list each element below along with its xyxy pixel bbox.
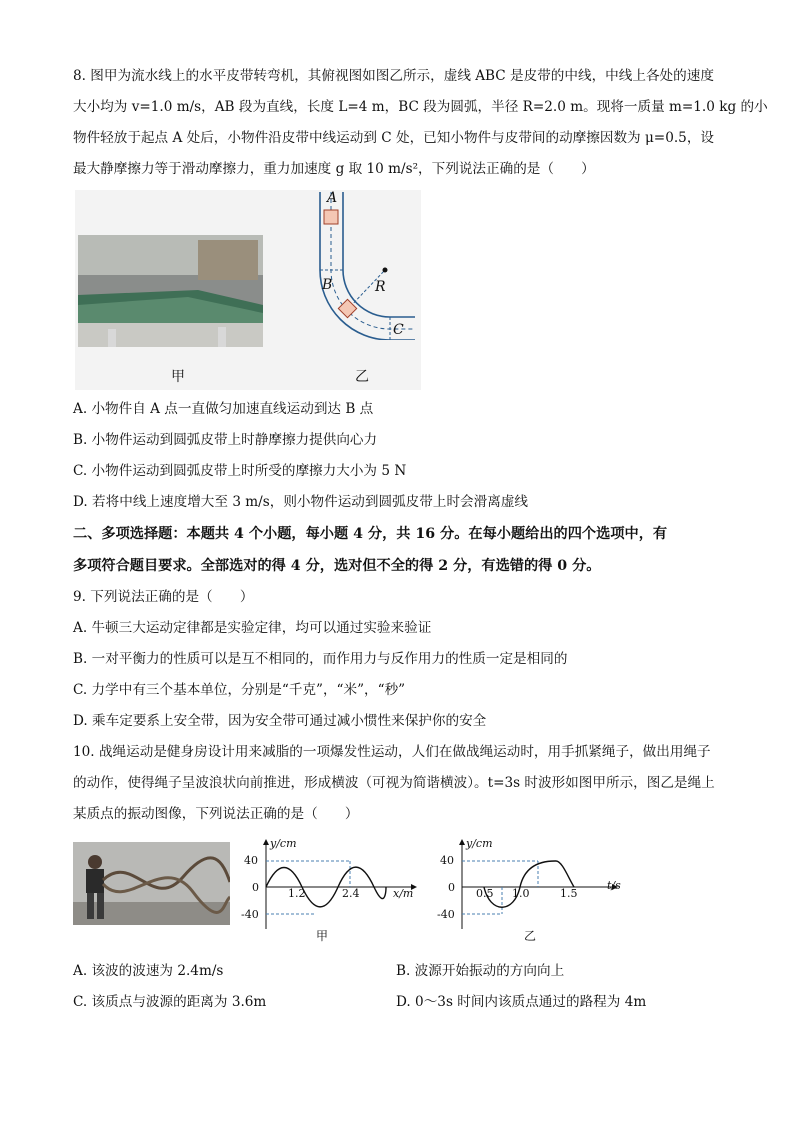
yi-y-bottom: -40	[437, 908, 455, 921]
q8-line-2: 大小均为 v=1.0 m/s，AB 段为直线，长度 L=4 m，BC 段为圆弧，半径 R=2.0 m。现将一质量 m=1.0 kg 的小	[73, 99, 768, 115]
q10-option-c: C. 该质点与波源的距离为 3.6m	[73, 994, 267, 1010]
yi-xlabel: t/s	[607, 879, 621, 892]
q9-option-d: D. 乘车定要系上安全带，因为安全带可通过减小惯性来保护你的安全	[73, 713, 487, 729]
vibration-graph-yi	[432, 837, 632, 947]
jia-y-bottom: -40	[241, 908, 259, 921]
q10-line-2: 的动作，使得绳子呈波浪状向前推进，形成横波（可视为简谐横波）。t=3s 时波形如图甲所示，图乙是绳上	[73, 775, 715, 791]
jia-xlabel: x/m	[393, 887, 414, 900]
q8-line-4: 最大静摩擦力等于滑动摩擦力，重力加速度 g 取 10 m/s²，下列说法正确的是（ ）	[73, 161, 595, 177]
label-R: R	[375, 279, 386, 295]
q9-option-c: C. 力学中有三个基本单位，分别是“千克”，“米”，“秒”	[73, 682, 406, 698]
yi-caption: 乙	[524, 929, 537, 943]
label-A: A	[327, 190, 338, 206]
q9-option-b: B. 一对平衡力的性质可以是互不相同的，而作用力与反作用力的性质一定是相同的	[73, 651, 568, 667]
battle-rope-photo	[73, 842, 230, 925]
conveyor-diagram	[315, 190, 415, 340]
q8-option-b: B. 小物件运动到圆弧皮带上时静摩擦力提供向心力	[73, 432, 378, 448]
q9-option-a: A. 牛顿三大运动定律都是实验定律，均可以通过实验来验证	[73, 620, 432, 636]
yi-ylabel: y/cm	[466, 837, 493, 850]
label-C: C	[393, 322, 404, 338]
q8-figure	[75, 190, 421, 390]
conveyor-photo	[78, 235, 263, 347]
jia-y-top: 40	[244, 854, 258, 867]
jia-origin: 0	[252, 881, 259, 894]
jia-tick-1: 1.2	[288, 887, 306, 900]
wave-graph-jia-svg	[236, 837, 421, 932]
q8-line-1: 8. 图甲为流水线上的水平皮带转弯机，其俯视图如图乙所示，虚线 ABC 是皮带的中线，中线上各处的速度	[73, 68, 714, 84]
yi-y-top: 40	[440, 854, 454, 867]
caption-yi: 乙	[355, 369, 369, 385]
yi-origin: 0	[448, 881, 455, 894]
yi-tick-2: 1.0	[512, 887, 530, 900]
jia-tick-2: 2.4	[342, 887, 360, 900]
vibration-graph-yi-svg	[432, 837, 632, 932]
q8-option-c: C. 小物件运动到圆弧皮带上时所受的摩擦力大小为 5 N	[73, 463, 407, 479]
q9-stem: 9. 下列说法正确的是（ ）	[73, 589, 254, 605]
jia-caption: 甲	[316, 929, 329, 943]
section2-line-1: 二、多项选择题：本题共 4 个小题，每小题 4 分，共 16 分。在每小题给出的四个选项中，有	[73, 526, 668, 542]
yi-tick-3: 1.5	[560, 887, 578, 900]
q8-option-a: A. 小物件自 A 点一直做匀加速直线运动到达 B 点	[73, 401, 374, 417]
label-B: B	[322, 277, 333, 293]
wave-graph-jia	[236, 837, 421, 947]
q8-line-3: 物件轻放于起点 A 处后，小物件沿皮带中线运动到 C 处，已知小物件与皮带间的动摩擦因数为 μ=0.5，设	[73, 130, 715, 146]
yi-tick-1: 0.5	[476, 887, 494, 900]
q10-line-3: 某质点的振动图像，下列说法正确的是（ ）	[73, 806, 359, 822]
q10-option-a: A. 该波的波速为 2.4m/s	[73, 963, 224, 979]
q10-line-1: 10. 战绳运动是健身房设计用来减脂的一项爆发性运动，人们在做战绳运动时，用手抓紧绳子，做出用绳子	[73, 744, 711, 760]
caption-jia: 甲	[171, 369, 185, 385]
jia-ylabel: y/cm	[270, 837, 297, 850]
q10-option-b: B. 波源开始振动的方向向上	[396, 963, 565, 979]
q8-option-d: D. 若将中线上速度增大至 3 m/s，则小物件运动到圆弧皮带上时会滑离虚线	[73, 494, 529, 510]
section2-line-2: 多项符合题目要求。全部选对的得 4 分，选对但不全的得 2 分，有选错的得 0 分。	[73, 558, 601, 574]
q10-option-d: D. 0～3s 时间内该质点通过的路程为 4m	[396, 994, 647, 1010]
